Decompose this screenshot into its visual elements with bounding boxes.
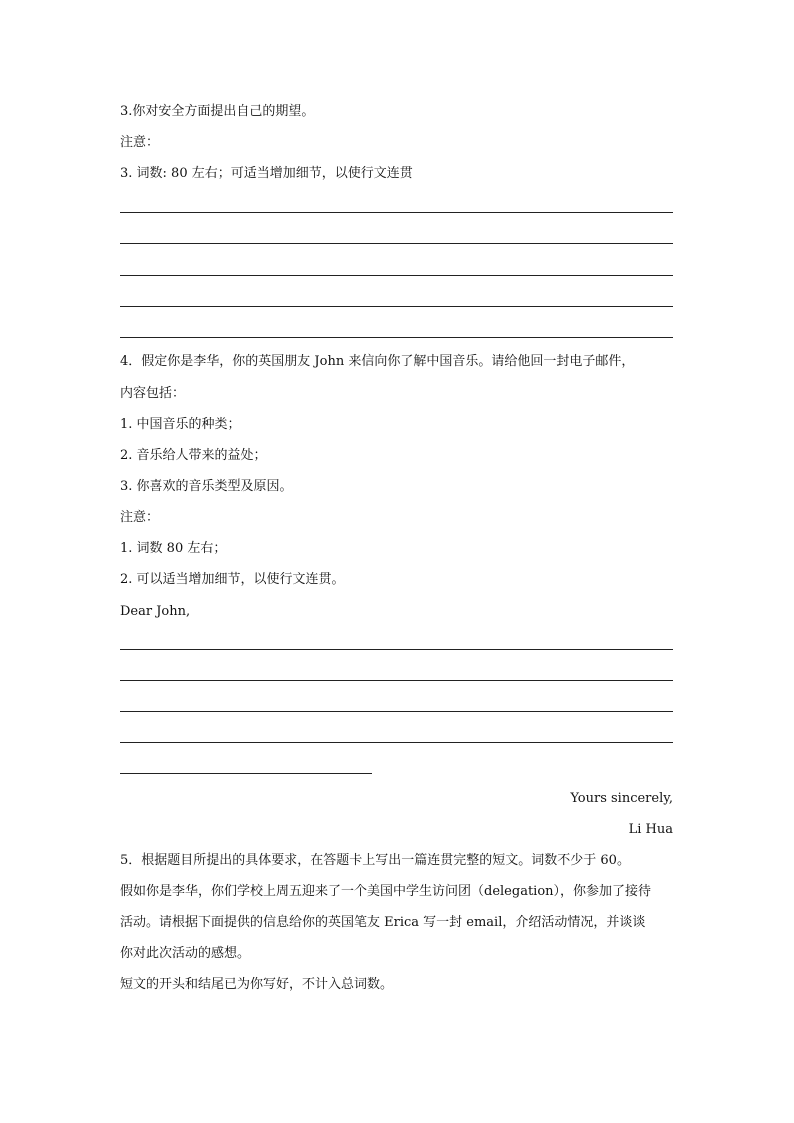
question-4-prompt: 4．假定你是李华，你的英国朋友 John 来信向你了解中国音乐。请给他回一封电子邮件， xyxy=(120,354,635,369)
requirement-point-3: 3.你对安全方面提出自己的期望。 xyxy=(120,104,315,119)
answer-line[interactable] xyxy=(120,243,673,244)
content-item: 3. 你喜欢的音乐类型及原因。 xyxy=(120,479,293,494)
letter-salutation: Dear John, xyxy=(120,604,191,619)
answer-line[interactable] xyxy=(120,649,673,650)
answer-line[interactable] xyxy=(120,742,673,743)
notes-heading: 注意： xyxy=(120,510,160,525)
question-5-prompt: 5．根据题目所提出的具体要求，在答题卡上写出一篇连贯完整的短文。词数不少于 60。 xyxy=(120,853,630,868)
note-item: 2. 可以适当增加细节，以使行文连贯。 xyxy=(120,572,345,587)
answer-line[interactable] xyxy=(120,212,673,213)
letter-closing: Yours sincerely, xyxy=(570,791,673,806)
question-5-prompt: 你对此次活动的感想。 xyxy=(120,946,251,961)
notes-heading: 注意： xyxy=(120,135,160,150)
answer-line[interactable] xyxy=(120,711,673,712)
word-count-note: 3. 词数: 80 左右；可适当增加细节，以使行文连贯 xyxy=(120,166,413,181)
answer-line[interactable] xyxy=(120,306,673,307)
question-5-prompt: 假如你是李华，你们学校上周五迎来了一个美国中学生访问团（delegation），你参加了接待 xyxy=(120,884,652,899)
letter-signature: Li Hua xyxy=(628,822,673,837)
answer-line[interactable] xyxy=(120,680,673,681)
content-item: 2. 音乐给人带来的益处； xyxy=(120,448,267,463)
question-5-note: 短文的开头和结尾已为你写好，不计入总词数。 xyxy=(120,977,394,992)
answer-line[interactable] xyxy=(120,275,673,276)
question-4-prompt-continued: 内容包括： xyxy=(120,386,186,401)
question-5-prompt: 活动。请根据下面提供的信息给你的英国笔友 Erica 写一封 email，介绍活动情况，并谈谈 xyxy=(120,915,646,930)
note-item: 1. 词数 80 左右； xyxy=(120,541,227,556)
answer-line[interactable] xyxy=(120,337,673,338)
answer-line[interactable] xyxy=(120,773,372,774)
content-item: 1. 中国音乐的种类； xyxy=(120,417,241,432)
